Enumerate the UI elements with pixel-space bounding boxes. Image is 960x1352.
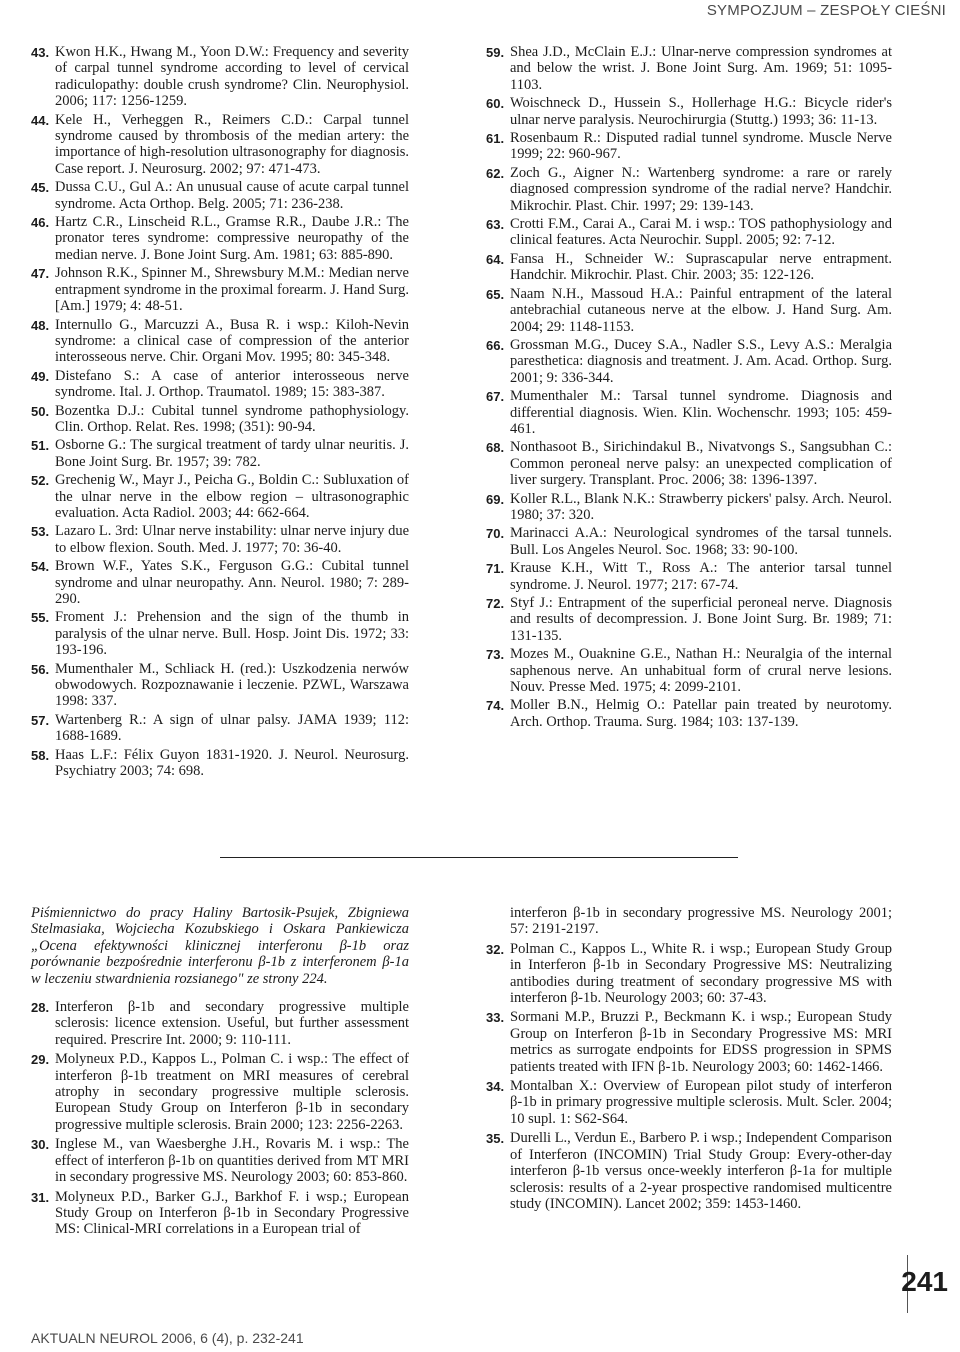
reference-text: Osborne G.: The surgical treatment of tardy ulnar neuritis. J. Bone Joint Surg. Br. 1957; 39: 782. <box>55 437 409 470</box>
reference-number: 56. <box>31 661 50 677</box>
reference-item <box>486 439 892 488</box>
reference-item <box>486 251 892 284</box>
reference-number: 55. <box>31 610 50 626</box>
reference-list-top-left <box>31 44 409 781</box>
reference-text: Internullo G., Marcuzzi A., Busa R. i wsp.: Kiloh-Nevin syndrome: a clinical case of compression of the anterior interosseous nerve. Chir. Organi Mov. 1995; 80: 345-348. <box>55 316 409 366</box>
reference-text: Kele H., Verheggen R., Reimers C.D.: Carpal tunnel syndrome caused by thrombosis of the median artery: the importance of high-resolution ultrasonography for diagnosis. Case report. J. Neurosurg. 2002; 97: 471-473. <box>55 111 409 177</box>
reference-item <box>31 609 409 658</box>
reference-item <box>486 1078 892 1127</box>
reference-number: 53. <box>31 524 50 540</box>
reference-item <box>486 525 892 558</box>
reference-list-bottom-left <box>31 999 409 1238</box>
reference-item <box>31 558 409 607</box>
reference-number: 52. <box>31 473 50 489</box>
reference-text: Molyneux P.D., Kappos L., Polman C. i wsp.: The effect of interferon β-1b treatment on MRI measures of cerebral atrophy in secondary progressive multiple sclerosis. European Study Group on Interferon β-1b in secondary progressive multiple sclerosis. Brain 2000; 123: 2256-2263. <box>55 1051 409 1133</box>
reference-item <box>31 437 409 470</box>
reference-text: Mumenthaler M., Schliack H. (red.): Uszkodzenia nerwów obwodowych. Rozpoznawanie i leczenie. PZWL, Warszawa 1998: 337. <box>55 660 409 710</box>
reference-item <box>486 337 892 386</box>
reference-item <box>486 595 892 644</box>
reference-number: 66. <box>486 337 505 353</box>
reference-text: Koller R.L., Blank N.K.: Strawberry pickers' palsy. Arch. Neurol. 1980; 37: 320. <box>510 490 892 523</box>
reference-text: Grechenig W., Mayr J., Peicha G., Boldin C.: Subluxation of the ulnar nerve in the elbow region – ultrasonographic evaluation. Acta Radiol. 2003; 44: 662-664. <box>55 472 409 521</box>
reference-text: Moller B.N., Helmig O.: Patellar pain treated by neurotomy. Arch. Orthop. Trauma. Surg. 1984; 103: 137-139. <box>510 697 892 730</box>
reference-number: 74. <box>486 698 505 714</box>
reference-number: 72. <box>486 596 505 611</box>
reference-text: Wartenberg R.: A sign of ulnar palsy. JAMA 1939; 112: 1688-1689. <box>55 711 409 745</box>
reference-text: Dussa C.U., Gul A.: An unusual cause of acute carpal tunnel syndrome. Acta Orthop. Belg. 2005; 71: 236-238. <box>55 179 409 212</box>
reference-text: Brown W.F., Yates S.K., Ferguson G.G.: Cubital tunnel syndrome and ulnar neuropathy. Ann. Neurol. 1980; 7: 289-290. <box>55 558 409 607</box>
reference-item <box>486 697 892 730</box>
reference-text: Interferon β-1b and secondary progressive multiple sclerosis: licence extension. Useful, but further assessment required. Prescrire Int. 2000; 9: 110-111. <box>55 999 409 1048</box>
reference-number: 71. <box>486 561 505 577</box>
reference-item <box>486 1130 892 1212</box>
reference-number: 32. <box>486 941 505 957</box>
reference-item <box>486 491 892 524</box>
reference-number: 58. <box>31 747 50 763</box>
reference-item <box>486 941 892 1007</box>
reference-text: Rosenbaum R.: Disputed radial tunnel syndrome. Muscle Nerve 1999; 22: 960-967. <box>510 130 892 163</box>
reference-number: 49. <box>31 368 50 384</box>
reference-number: 65. <box>486 286 505 302</box>
page-number: 241 <box>901 1266 948 1297</box>
reference-number: 64. <box>486 251 505 267</box>
reference-number: 48. <box>31 317 50 333</box>
reference-item <box>31 472 409 521</box>
reference-text: Johnson R.K., Spinner M., Shrewsbury M.M.: Median nerve entrapment syndrome in the proximal forearm. J. Hand Surg. [Am.] 1979; 4: 48-51. <box>55 265 409 315</box>
reference-text: Lazaro L. 3rd: Ulnar nerve instability: ulnar nerve injury due to elbow flexion. South. Med. J. 1977; 70: 36-40. <box>55 523 409 556</box>
reference-item <box>31 747 409 780</box>
reference-text: Montalban X.: Overview of European pilot study of interferon β-1b in primary progressive multiple sclerosis. Mult. Scler. 2004; 10 supl. 1: S62-S64. <box>510 1078 892 1127</box>
reference-text: Nonthasoot B., Sirichindakul B., Nivatvongs S., Sangsubhan C.: Common peroneal nerve palsy: an unexpected complication of liver surgery. Transplant. Proc. 2006; 38: 1396-1397. <box>510 439 892 489</box>
reference-number: 33. <box>486 1010 505 1026</box>
reference-number: 30. <box>31 1137 50 1153</box>
reference-text: Zoch G., Aigner N.: Wartenberg syndrome: a rare or rarely diagnosed compression syndrome of the radial nerve? Handchir. Mikrochir. Plast. Chir. 1997; 29: 139-143. <box>510 164 892 214</box>
bottom-left-column <box>31 905 409 1241</box>
reference-text: Polman C., Kappos L., White R. i wsp.; European Study Group in Interferon β-1b in Secondary Progressive MS: Neutralizing antibodies during treatment of secondary progressive MS with interferon β-1b. Neurology 2003; 60: 37-43. <box>510 940 892 1007</box>
reference-item <box>486 1009 892 1075</box>
reference-text: Kwon H.K., Hwang M., Yoon D.W.: Frequency and severity of carpal tunnel syndrome according to level of cervical radiculopathy: double crush syndrome? Clin. Neurophysiol. 2006; 117: 1256-1259. <box>55 44 409 110</box>
reference-number: 60. <box>486 96 505 112</box>
reference-item <box>31 1051 409 1133</box>
reference-number: 68. <box>486 440 505 456</box>
reference-item <box>486 165 892 214</box>
reference-number: 73. <box>486 647 505 663</box>
reference-item <box>486 44 892 93</box>
reference-number: 51. <box>31 438 50 454</box>
reference-text: Inglese M., van Waesberghe J.H., Rovaris M. i wsp.: The effect of interferon β-1b on quantities derived from MT MRI in secondary progressive MS. Neurology 2003; 60: 853-860. <box>55 1136 409 1186</box>
reference-number: 59. <box>486 45 505 60</box>
reference-text: Fansa H., Schneider W.: Suprascapular nerve entrapment. Handchir. Mikrochir. Plast. Chir. 2003; 35: 122-126. <box>510 250 892 284</box>
reference-text: Mumenthaler M.: Tarsal tunnel syndrome. Diagnosis and differential diagnosis. Wien. Klin. Wochenschr. 1993; 105: 459-461. <box>510 388 892 437</box>
reference-number: 29. <box>31 1052 50 1068</box>
reference-list-bottom-right <box>486 905 892 1215</box>
reference-item <box>31 368 409 401</box>
reference-text: Woischneck D., Hussein S., Hollerhage H.G.: Bicycle rider's ulnar nerve paralysis. Neurochirurgia (Stuttg.) 1993; 36: 11-13. <box>510 95 892 128</box>
reference-text: Mozes M., Ouaknine G.E., Nathan H.: Neuralgia of the internal saphenous nerve. An unhabitual form of crural nerve lesions. Nouv. Presse Med. 1975; 4: 2099-2101. <box>510 646 892 696</box>
reference-number: 57. <box>31 712 50 728</box>
reference-item <box>486 560 892 593</box>
reference-number: 70. <box>486 526 505 542</box>
reference-list-top-right <box>486 44 892 732</box>
reference-item <box>31 112 409 178</box>
reference-item <box>486 388 892 437</box>
reference-text: Durelli L., Verdun E., Barbero P. i wsp.; Independent Comparison of Interferon (INCOMIN) Trial Study Group: Every-other-day interferon β-1b versus once-weekly interferon β-1a for multiple sclerosis: results of a 2-year prospective randomised multicentre study (INCOMIN). Lancet 2002; 359: 1453-1460. <box>510 1130 892 1212</box>
reference-text: interferon β-1b in secondary progressive MS. Neurology 2001; 57: 2191-2197. <box>510 905 892 938</box>
reference-text: Grossman M.G., Ducey S.A., Nadler S.S., Levy A.S.: Meralgia paresthetica: diagnosis and treatment. J. Am. Acad. Orthop. Surg. 2001; 9: 336-344. <box>510 336 892 386</box>
reference-number: 45. <box>31 180 50 196</box>
reference-number: 67. <box>486 389 505 405</box>
reference-item <box>31 317 409 366</box>
reference-number: 31. <box>31 1189 50 1205</box>
reference-text: Styf J.: Entrapment of the superficial peroneal nerve. Diagnosis and results of decompression. J. Bone Joint Surg. Br. 1989; 71: 131-135. <box>510 595 892 644</box>
journal-footer: AKTUALN NEUROL 2006, 6 (4), p. 232-241 <box>31 1330 304 1346</box>
reference-text: Haas L.F.: Félix Guyon 1831-1920. J. Neurol. Neurosurg. Psychiatry 2003; 74: 698. <box>55 746 409 780</box>
reference-item <box>31 265 409 314</box>
reference-number <box>486 905 510 938</box>
reference-item <box>31 403 409 436</box>
reference-item <box>31 1189 409 1238</box>
reference-text: Shea J.D., McClain E.J.: Ulnar-nerve compression syndromes at and below the wrist. J. Bone Joint Surg. Am. 1969; 51: 1095-1103. <box>510 44 892 93</box>
reference-number: 69. <box>486 491 505 507</box>
bibliography-intro: Piśmiennictwo do pracy Haliny Bartosik-Psujek, Zbigniewa Stelmasiaka, Wojciecha Kozubskiego i Oskara Pankiewicza „Ocena efektywności klinicznej interferonu β-1b oraz porównanie bezpośrednie interferonu β-1b z interferonem β-1a w leczeniu stwardnienia rozsianego" ze strony 224. <box>31 905 409 987</box>
reference-number: 47. <box>31 266 50 282</box>
reference-item <box>31 661 409 710</box>
reference-number: 34. <box>486 1079 505 1095</box>
reference-item <box>31 712 409 745</box>
reference-item <box>486 646 892 695</box>
reference-text: Crotti F.M., Carai A., Carai M. i wsp.: TOS pathophysiology and clinical features. Acta Neurochir. Suppl. 2005; 92: 7-12. <box>510 216 892 249</box>
reference-number: 44. <box>31 112 50 128</box>
reference-item <box>486 130 892 163</box>
reference-number: 43. <box>31 45 50 60</box>
reference-item <box>31 1136 409 1185</box>
reference-number: 28. <box>31 1000 50 1016</box>
reference-text: Hartz C.R., Linscheid R.L., Gramse R.R., Daube J.R.: The pronator teres syndrome: compressive neuropathy of the median nerve. J. Bone Joint Surg. Am. 1981; 63: 885-890. <box>55 214 409 263</box>
reference-number: 50. <box>31 403 50 419</box>
reference-text: Froment J.: Prehension and the sign of the thumb in paralysis of the ulnar nerve. Bull. Hosp. Joint Dis. 1972; 33: 193-196. <box>55 609 409 659</box>
reference-number: 46. <box>31 215 50 231</box>
section-divider <box>220 857 738 858</box>
reference-item <box>31 999 409 1048</box>
reference-text: Krause K.H., Witt T., Ross A.: The anterior tarsal tunnel syndrome. J. Neurol. 1977; 217: 67-74. <box>510 560 892 593</box>
reference-item <box>486 95 892 128</box>
reference-item <box>486 905 892 938</box>
reference-item <box>486 216 892 249</box>
reference-item <box>486 286 892 335</box>
reference-text: Sormani M.P., Bruzzi P., Beckmann K. i wsp.; European Study Group on Interferon β-1b in Secondary Progressive MS: MRI metrics as surrogate endpoints for EDSS progression in SPMS patients treated with IFN β-1b. Neurology 2003; 60: 1462-1466. <box>510 1009 892 1075</box>
reference-text: Bozentka D.J.: Cubital tunnel syndrome pathophysiology. Clin. Orthop. Relat. Res. 1998; (351): 90-94. <box>55 402 409 435</box>
reference-number: 62. <box>486 165 505 181</box>
reference-text: Distefano S.: A case of anterior interosseous nerve syndrome. Ital. J. Orthop. Traumatol. 1989; 15: 383-387. <box>55 367 409 401</box>
running-header: SYMPOZJUM – ZESPOŁY CIEŚNI <box>706 2 946 19</box>
reference-text: Naam N.H., Massoud H.A.: Painful entrapment of the lateral antebrachial cutaneous nerve at the elbow. J. Hand Surg. Am. 2004; 29: 1148-1153. <box>510 285 892 335</box>
reference-number: 61. <box>486 131 505 147</box>
reference-text: Molyneux P.D., Barker G.J., Barkhof F. i wsp.; European Study Group on Interferon β-1b in Secondary Progressive MS: Clinical-MRI correlations in a European trial of <box>55 1188 409 1238</box>
reference-item <box>31 214 409 263</box>
reference-number: 35. <box>486 1131 505 1147</box>
reference-number: 63. <box>486 217 505 233</box>
reference-item <box>31 523 409 556</box>
reference-item <box>31 44 409 110</box>
reference-number: 54. <box>31 559 50 575</box>
reference-item <box>31 179 409 212</box>
reference-text: Marinacci A.A.: Neurological syndromes of the tarsal tunnels. Bull. Los Angeles Neurol. Soc. 1968; 33: 90-100. <box>510 525 892 558</box>
